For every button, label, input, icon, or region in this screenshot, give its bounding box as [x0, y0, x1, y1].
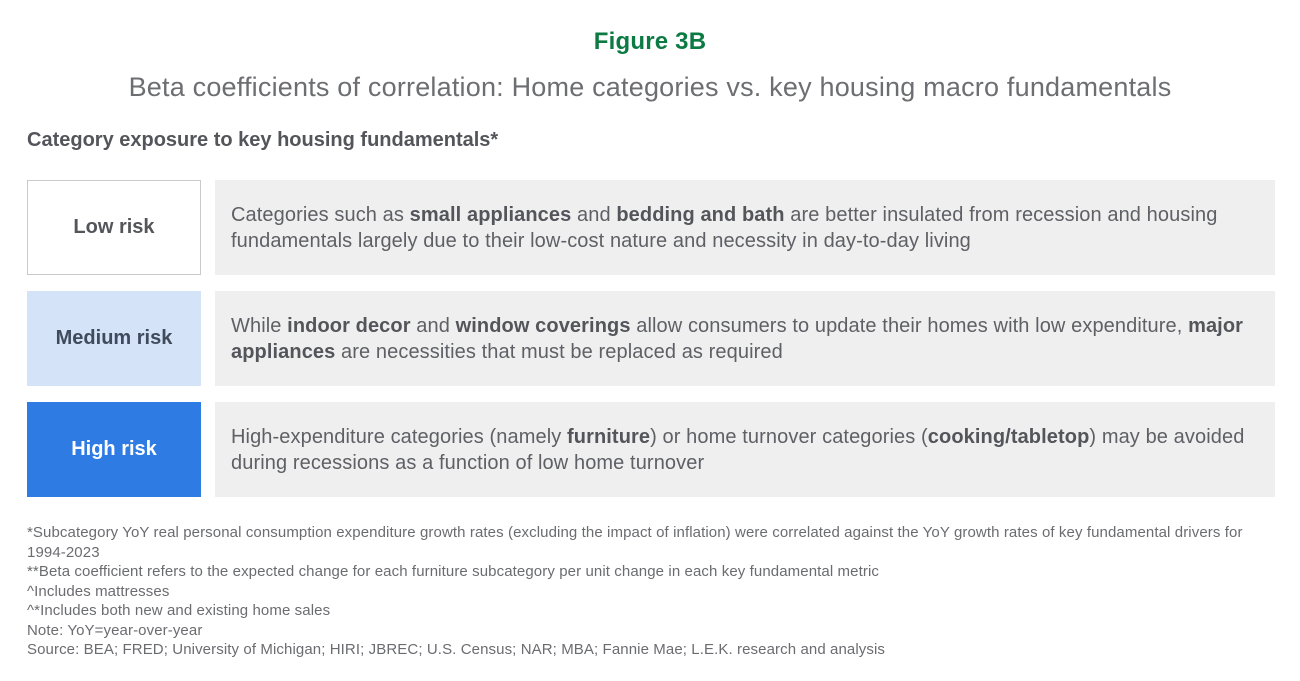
footnote-home-sales: ^*Includes both new and existing home sales: [27, 602, 331, 619]
risk-row-medium: [27, 291, 1275, 386]
footnotes-block: [27, 523, 1275, 660]
section-heading: Category exposure to key housing fundamentals*: [27, 129, 499, 151]
medium-risk-label-box: Medium risk: [27, 291, 201, 386]
medium-risk-description-box: [215, 291, 1275, 386]
risk-row-high: [27, 402, 1275, 497]
low-risk-description-text: Categories such as small appliances and bedding and bath are better insulated from recession and housing fundamentals largely due to their low-cost nature and necessity in day-to-day living: [231, 203, 1218, 252]
low-risk-description-box: [215, 180, 1275, 275]
medium-risk-description-text: While indoor decor and window coverings allow consumers to update their homes with low expenditure, major appliances are necessities that must be replaced as required: [231, 314, 1244, 363]
footnote-source: Source: BEA; FRED; University of Michigan; HIRI; JBREC; U.S. Census; NAR; MBA; Fannie Mae; L.E.K. research and analysis: [27, 641, 886, 658]
high-risk-description-box: [215, 402, 1275, 497]
footnote-beta-coefficient: **Beta coefficient refers to the expected change for each furniture subcategory per unit change in each key fundamental metric: [27, 563, 879, 580]
footnote-mattresses: ^Includes mattresses: [27, 582, 170, 600]
figure-number-label: Figure 3B: [593, 28, 707, 55]
footnote-subcategory: *Subcategory YoY real personal consumption expenditure growth rates (excluding the impact of inflation) were correlated against the YoY growth rates of key fundamental drivers for 1994-2023: [27, 524, 1243, 561]
low-risk-label-box: Low risk: [27, 180, 201, 275]
high-risk-description-text: High-expenditure categories (namely furniture) or home turnover categories (cooking/tabletop) may be avoided during recessions as a function of low home turnover: [231, 425, 1245, 474]
risk-row-low: [27, 180, 1275, 275]
footnote-yoy-note: Note: YoY=year-over-year: [27, 621, 203, 639]
high-risk-label-box: High risk: [27, 402, 201, 497]
risk-rows-container: [27, 180, 1275, 497]
figure-title: Beta coefficients of correlation: Home categories vs. key housing macro fundamentals: [128, 72, 1172, 102]
